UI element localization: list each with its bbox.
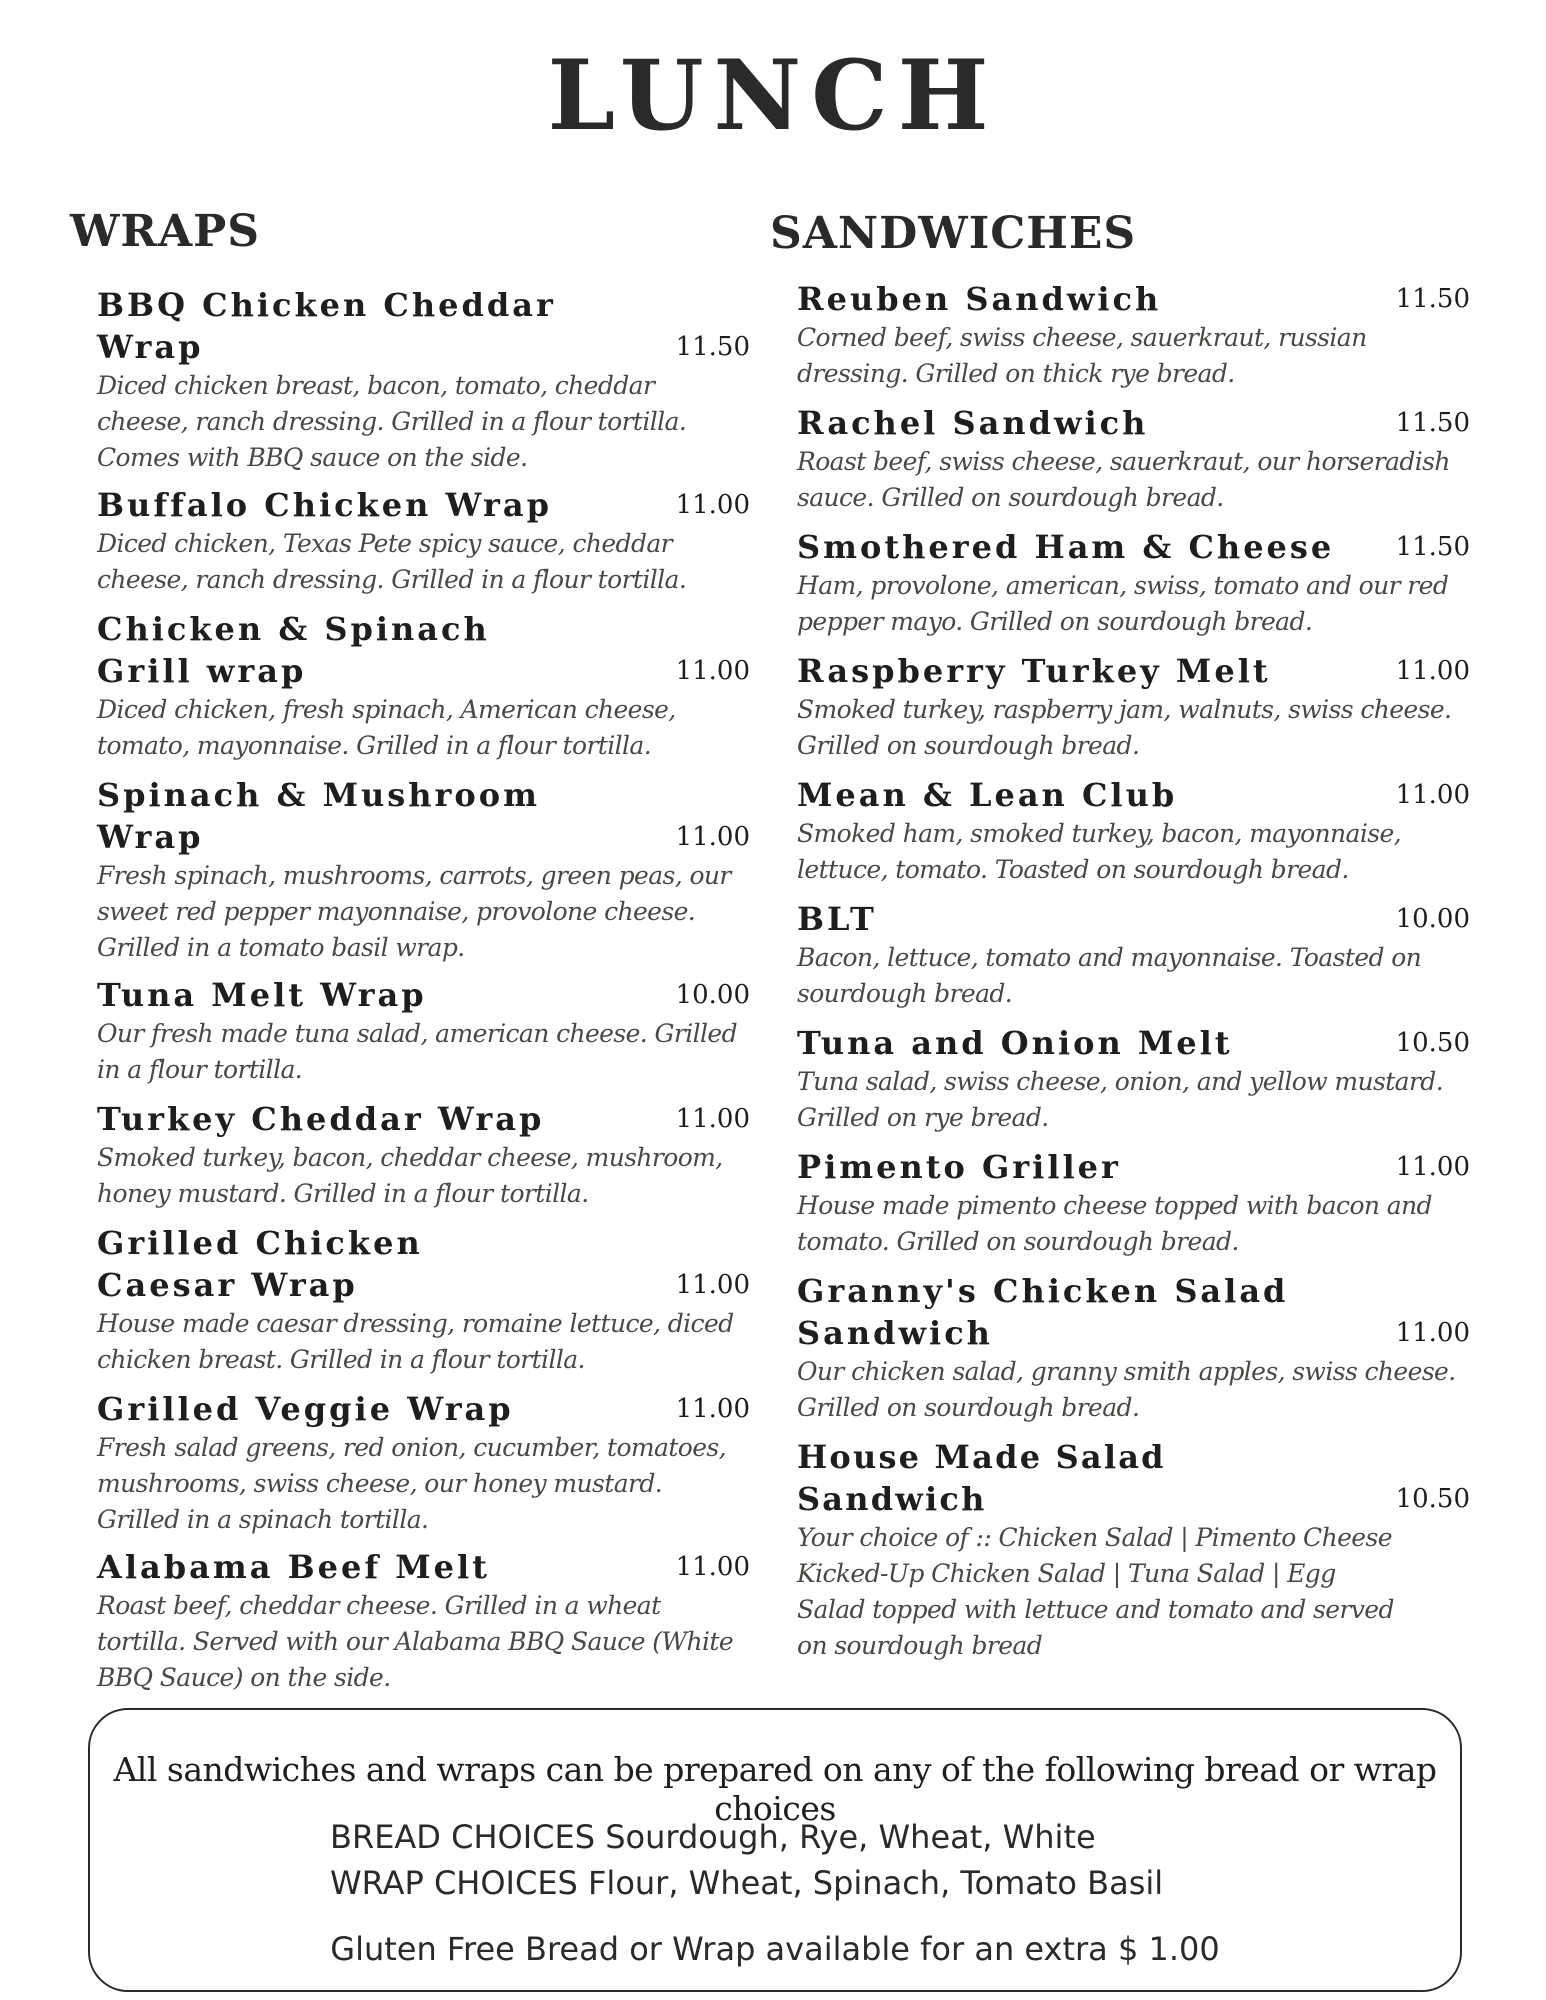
item-name: Granny's Chicken Salad Sandwich [797,1272,1289,1352]
item-price: 10.50 [1395,1484,1470,1514]
item-description: Diced chicken breast, bacon, tomato, cheddar cheese, ranch dressing. Grilled in a flour tortilla. Comes with BBQ sauce on the side. [97,371,687,472]
bread-choices: BREAD CHOICES Sourdough, Rye, Wheat, White [330,1818,1096,1856]
item-description: House made caesar dressing, romaine lettuce, diced chicken breast. Grilled in a flour tortilla. [97,1309,734,1374]
item-price: 11.00 [675,822,750,852]
item-price: 11.50 [675,332,750,362]
menu-item [97,974,750,1088]
wraps-heading: WRAPS [70,206,260,257]
sandwiches-list [797,278,1470,1664]
item-name: Alabama Beef Melt [97,1548,490,1586]
sandwiches-heading: SANDWICHES [770,208,1137,259]
item-name: Grilled Chicken Caesar Wrap [97,1224,423,1304]
item-description: Diced chicken, fresh spinach, American cheese, tomato, mayonnaise. Grilled in a flour tortilla. [97,695,676,760]
sandwiches-section [770,208,1470,1678]
item-price: 10.00 [1395,904,1470,934]
item-description: Fresh spinach, mushrooms, carrots, green peas, our sweet red pepper mayonnaise, provolone cheese. Grilled in a tomato basil wrap. [97,861,731,962]
item-description: Roast beef, swiss cheese, sauerkraut, our horseradish sauce. Grilled on sourdough bread. [797,447,1450,512]
item-description: Our chicken salad, granny smith apples, swiss cheese. Grilled on sourdough bread. [797,1357,1456,1422]
item-description: Smoked ham, smoked turkey, bacon, mayonnaise, lettuce, tomato. Toasted on sourdough bread. [797,819,1402,884]
item-price: 11.00 [675,490,750,520]
wraps-section [70,206,750,1710]
item-price: 11.00 [1395,780,1470,810]
item-name: Rachel Sandwich [797,404,1149,442]
item-name: Chicken & Spinach Grill wrap [97,610,490,690]
menu-item [797,650,1470,764]
menu-item [97,1388,750,1538]
item-price: 11.00 [675,1270,750,1300]
item-description: Smoked turkey, raspberry jam, walnuts, swiss cheese. Grilled on sourdough bread. [797,695,1452,760]
choices-intro: All sandwiches and wraps can be prepared on any of the following bread or wrap choices [113,1750,1437,1828]
wrap-choices: WRAP CHOICES Flour, Wheat, Spinach, Tomato Basil [330,1864,1164,1902]
bread-wrap-choices-box [88,1708,1462,1992]
item-price: 11.00 [675,1394,750,1424]
item-description: Fresh salad greens, red onion, cucumber, tomatoes, mushrooms, swiss cheese, our honey mustard. Grilled in a spinach tortilla. [97,1433,726,1534]
menu-item [797,278,1470,392]
item-description: Diced chicken, Texas Pete spicy sauce, cheddar cheese, ranch dressing. Grilled in a flour tortilla. [97,529,687,594]
item-description: Corned beef, swiss cheese, sauerkraut, russian dressing. Grilled on thick rye bread. [797,323,1367,388]
menu-item [797,898,1470,1012]
item-name: Smothered Ham & Cheese [797,528,1335,566]
item-price: 11.00 [675,656,750,686]
menu-item [97,484,750,598]
item-description: Smoked turkey, bacon, cheddar cheese, mushroom, honey mustard. Grilled in a flour tortilla. [97,1143,723,1208]
item-description: Our fresh made tuna salad, american cheese. Grilled in a flour tortilla. [97,1019,737,1084]
item-description: House made pimento cheese topped with bacon and tomato. Grilled on sourdough bread. [797,1191,1432,1256]
item-description: Your choice of :: Chicken Salad | Pimento Cheese Kicked-Up Chicken Salad | Tuna Salad | Egg Salad topped with lettuce and tomato and served on sourdough bread [797,1523,1394,1660]
item-price: 11.00 [1395,1318,1470,1348]
menu-item [97,1222,750,1378]
item-price: 11.50 [1395,532,1470,562]
menu-item [797,1022,1470,1136]
item-name: Spinach & Mushroom Wrap [97,776,540,856]
menu-item [97,608,750,764]
menu-item [797,1436,1470,1664]
wraps-list [97,284,750,1696]
item-price: 11.00 [675,1552,750,1582]
menu-item [797,402,1470,516]
item-price: 11.00 [1395,1152,1470,1182]
item-description: Roast beef, cheddar cheese. Grilled in a wheat tortilla. Served with our Alabama BBQ Sauce (White BBQ Sauce) on the side. [97,1591,734,1692]
item-description: Ham, provolone, american, swiss, tomato and our red pepper mayo. Grilled on sourdough bread. [797,571,1449,636]
menu-item [97,1098,750,1212]
item-price: 11.00 [675,1104,750,1134]
gluten-free-note: Gluten Free Bread or Wrap available for an extra $ 1.00 [330,1930,1220,1968]
menu-item [797,1146,1470,1260]
page-title: LUNCH [547,39,999,152]
item-description: Tuna salad, swiss cheese, onion, and yellow mustard. Grilled on rye bread. [797,1067,1444,1132]
item-name: Buffalo Chicken Wrap [97,486,552,524]
item-name: Reuben Sandwich [797,280,1162,318]
menu-item [797,1270,1470,1426]
item-name: Pimento Griller [797,1148,1121,1186]
item-name: Tuna Melt Wrap [97,976,427,1014]
menu-item [97,1546,750,1696]
item-price: 11.00 [1395,656,1470,686]
item-price: 11.50 [1395,284,1470,314]
menu-item [97,774,750,966]
item-name: House Made Salad Sandwich [797,1438,1166,1518]
menu-item [797,774,1470,888]
menu-item [97,284,750,476]
item-name: Raspberry Turkey Melt [797,652,1271,690]
item-price: 11.50 [1395,408,1470,438]
item-description: Bacon, lettuce, tomato and mayonnaise. Toasted on sourdough bread. [797,943,1422,1008]
item-name: BBQ Chicken Cheddar Wrap [97,286,556,366]
menu-item [797,526,1470,640]
item-name: Turkey Cheddar Wrap [97,1100,545,1138]
item-name: Tuna and Onion Melt [797,1024,1233,1062]
item-name: Grilled Veggie Wrap [97,1390,514,1428]
item-name: Mean & Lean Club [797,776,1178,814]
item-name: BLT [797,900,877,938]
item-price: 10.50 [1395,1028,1470,1058]
item-price: 10.00 [675,980,750,1010]
